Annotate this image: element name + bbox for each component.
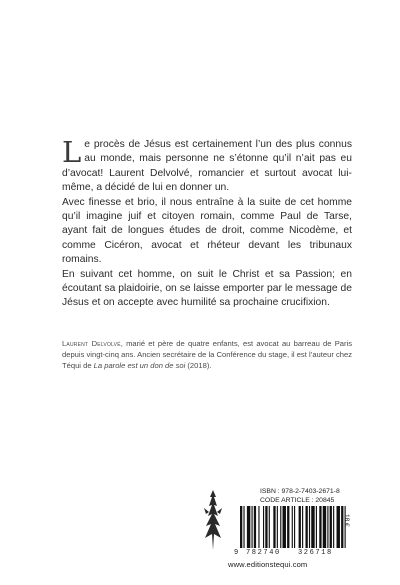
- barcode-bar: [273, 506, 275, 548]
- publisher-logo-icon: [200, 488, 226, 552]
- barcode-bar: [240, 506, 242, 548]
- blurb-paragraph-3: En suivant cet homme, on suit le Christ et sa Passion; en écoutant sa plaidoirie, on se laisse emporter par le message de Jésus et on accepte avec humilité sa prochaine crucifixion.: [62, 268, 352, 309]
- author-bio-text-1: , marié et père de quatre enfants, est avocat au barreau de Paris depuis vingt-cinq ans. Ancien secrétaire de la Conférence du stage, il est l’auteur chez Téqui de: [62, 339, 352, 371]
- blurb-text: [62, 135, 352, 311]
- barcode-bar: [280, 506, 281, 548]
- isbn-info: [260, 488, 340, 505]
- barcode-bar: [319, 506, 321, 548]
- author-bio-text-2: (2018).: [185, 361, 212, 371]
- book-title: La parole est un don de soi: [93, 361, 186, 371]
- price-label: 18 €: [343, 514, 350, 527]
- barcode-bar: [316, 506, 317, 548]
- isbn-number: ISBN : 978-2-7403-2671-8: [260, 488, 340, 495]
- barcode-bar: [263, 506, 264, 548]
- barcode-bar: [294, 506, 295, 548]
- barcode-bar: [251, 506, 252, 548]
- barcode-bar: [341, 506, 343, 548]
- author-name: Laurent Delvolvé: [62, 339, 121, 348]
- drop-cap: L: [62, 135, 82, 169]
- barcode-bars: [240, 506, 348, 548]
- barcode-bar: [311, 506, 314, 548]
- barcode-bar: [265, 506, 267, 548]
- barcode-bar: [277, 506, 278, 548]
- barcode-bar: [258, 506, 259, 548]
- barcode-bar: [243, 506, 244, 548]
- barcode-block: [200, 488, 380, 570]
- barcode-bar: [330, 506, 332, 548]
- barcode-bar: [302, 506, 303, 548]
- barcode-bar: [269, 506, 270, 548]
- barcode-bar: [345, 506, 346, 548]
- code-article: CODE ARTICLE : 20845: [260, 496, 335, 504]
- barcode-bar: [337, 506, 340, 548]
- barcode-digits-left: 782740: [246, 549, 281, 557]
- barcode-bar: [327, 506, 328, 548]
- barcode-bar: [299, 506, 301, 548]
- barcode-bar: [247, 506, 250, 548]
- barcode-bar: [333, 506, 334, 548]
- blurb-paragraph-1: [62, 135, 352, 196]
- author-bio: [62, 338, 352, 372]
- barcode-bar: [254, 506, 256, 548]
- blurb-paragraph-1-text: e procès de Jésus est certainement l’un des plus connus au monde, mais personne ne s’étonne qu’il n’ait pas eu d’avocat! Laurent Delvolvé, romancier et surtout avocat lui-même, a décidé de lui en donner un.: [62, 139, 352, 194]
- barcode-bar: [292, 506, 293, 548]
- barcode-bar: [305, 506, 307, 548]
- barcode-digit-first: 9: [234, 549, 239, 557]
- publisher-website: www.editionstequi.com: [228, 560, 308, 569]
- barcode-bar: [283, 506, 286, 548]
- blurb-paragraph-2: Avec finesse et brio, il nous entraîne à la suite de cet homme qu’il imagine juif et citoyen romain, comme Paul de Tarse, ayant fait de longues études de droit, comme Nicodème, et comme Cicéron, avocat et rhéteur devant les tribunaux romains.: [62, 196, 352, 266]
- barcode-digits-right: 326718: [298, 549, 333, 557]
- barcode-bar: [287, 506, 289, 548]
- barcode-bar: [309, 506, 310, 548]
- barcode-bar: [323, 506, 326, 548]
